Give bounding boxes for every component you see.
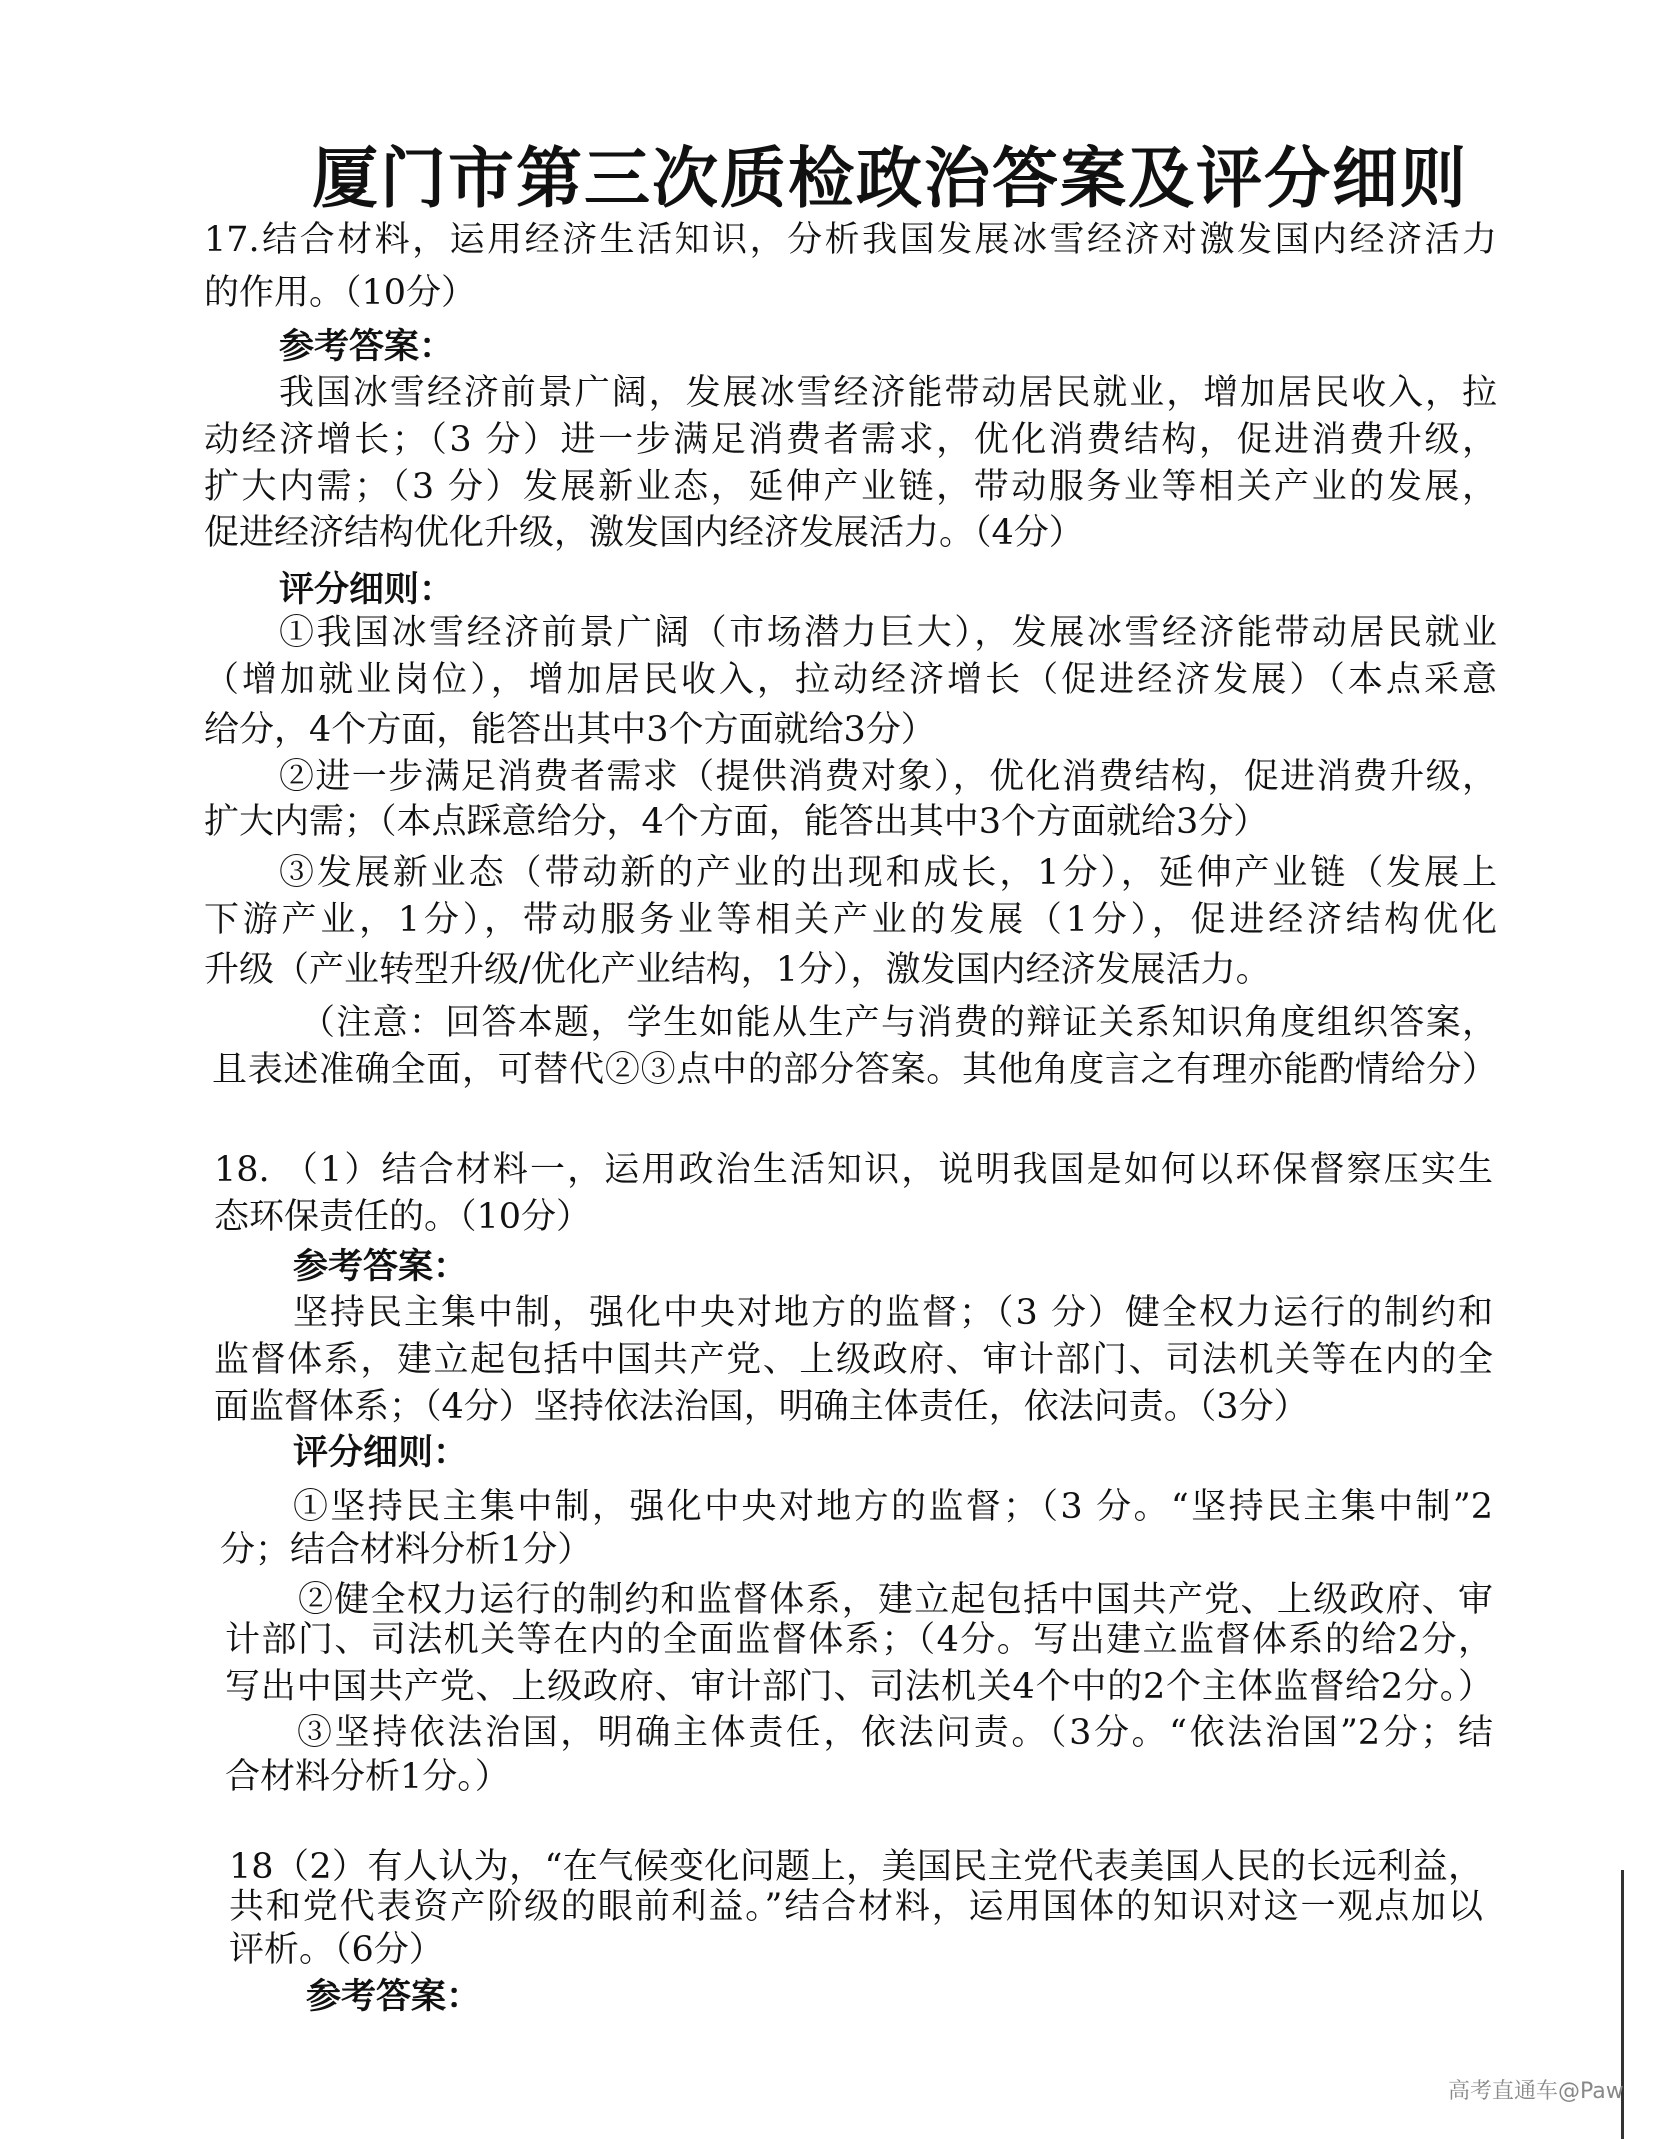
q17-question-line: 的作用。（10分） bbox=[204, 273, 477, 313]
q17-question-line: 17.结合材料，运用经济生活知识，分析我国发展冰雪经济对激发国内经济活力 bbox=[204, 220, 1497, 260]
q18-1-answer-heading: 参考答案： bbox=[293, 1246, 469, 1287]
q17-answer-heading: 参考答案： bbox=[279, 326, 455, 367]
document-title: 厦门市第三次质检政治答案及评分细则 bbox=[312, 140, 1468, 217]
q17-rubric-heading: 评分细则： bbox=[279, 569, 455, 610]
q18-2-answer-heading: 参考答案： bbox=[306, 1976, 482, 2017]
q18-2-question-line: 共和党代表资产阶级的眼前利益。”结合材料，运用国体的知识对这一观点加以 bbox=[229, 1887, 1483, 1927]
q18-1-rubric-line: 计部门、司法机关等在内的全面监督体系；（4分。写出建立监督体系的给2分， bbox=[225, 1620, 1493, 1660]
q17-note-line: 且表述准确全面，可替代②③点中的部分答案。其他角度言之有理亦能酌情给分） bbox=[212, 1050, 1497, 1090]
q18-1-answer-line: 坚持民主集中制，强化中央对地方的监督；（3 分）健全权力运行的制约和 bbox=[293, 1293, 1493, 1333]
q17-rubric-line: 扩大内需；（本点踩意给分，4个方面，能答出其中3个方面就给3分） bbox=[204, 802, 1269, 842]
q17-rubric-line: ③发展新业态（带动新的产业的出现和成长，1分），延伸产业链（发展上 bbox=[279, 853, 1497, 893]
q18-1-rubric-line: ③坚持依法治国，明确主体责任，依法问责。（3分。“依法治国”2分；结 bbox=[297, 1713, 1493, 1753]
q18-1-rubric-line: ①坚持民主集中制，强化中央对地方的监督；（3 分。“坚持民主集中制”2 bbox=[293, 1487, 1493, 1527]
watermark: 高考直通车@Paw bbox=[1448, 2079, 1624, 2104]
q18-1-question-line: 18. （1）结合材料一，运用政治生活知识，说明我国是如何以环保督察压实生 bbox=[214, 1150, 1493, 1190]
q18-1-answer-line: 面监督体系；（4分）坚持依法治国，明确主体责任，依法问责。（3分） bbox=[214, 1387, 1309, 1427]
q17-rubric-line: ②进一步满足消费者需求（提供消费对象），优化消费结构，促进消费升级， bbox=[279, 757, 1497, 797]
q17-answer-line: 促进经济结构优化升级，激发国内经济发展活力。（4分） bbox=[204, 513, 1084, 553]
q18-1-question-line: 态环保责任的。（10分） bbox=[214, 1197, 592, 1237]
q18-1-rubric-line: ②健全权力运行的制约和监督体系，建立起包括中国共产党、上级政府、审 bbox=[298, 1580, 1493, 1620]
q17-answer-line: 扩大内需；（3 分）发展新业态，延伸产业链，带动服务业等相关产业的发展， bbox=[204, 467, 1497, 507]
q18-1-rubric-line: 写出中国共产党、上级政府、审计部门、司法机关4个中的2个主体监督给2分。） bbox=[225, 1667, 1493, 1707]
q18-1-rubric-line: 分；结合材料分析1分） bbox=[220, 1530, 593, 1570]
q17-rubric-line: 给分，4个方面，能答出其中3个方面就给3分） bbox=[204, 710, 936, 750]
q17-rubric-line: （增加就业岗位），增加居民收入，拉动经济增长（促进经济发展）（本点采意 bbox=[204, 660, 1497, 700]
q17-rubric-line: 升级（产业转型升级/优化产业结构，1分），激发国内经济发展活力。 bbox=[204, 950, 1271, 990]
q18-2-question-line: 评析。（6分） bbox=[229, 1930, 444, 1970]
q17-rubric-line: ①我国冰雪经济前景广阔（市场潜力巨大），发展冰雪经济能带动居民就业 bbox=[279, 613, 1497, 653]
q17-answer-line: 动经济增长；（3 分）进一步满足消费者需求，优化消费结构，促进消费升级， bbox=[204, 420, 1497, 460]
q17-note-line: （注意：回答本题，学生如能从生产与消费的辩证关系知识角度组织答案， bbox=[300, 1003, 1497, 1043]
q18-1-rubric-line: 合材料分析1分。） bbox=[225, 1757, 510, 1797]
q18-1-answer-line: 监督体系，建立起包括中国共产党、上级政府、审计部门、司法机关等在内的全 bbox=[214, 1340, 1493, 1380]
q18-2-question-line: 18（2）有人认为，“在气候变化问题上，美国民主党代表美国人民的长远利益， bbox=[229, 1847, 1483, 1887]
q18-1-rubric-heading: 评分细则： bbox=[293, 1432, 469, 1473]
q17-rubric-line: 下游产业，1分），带动服务业等相关产业的发展（1分），促进经济结构优化 bbox=[204, 900, 1497, 940]
q17-answer-line: 我国冰雪经济前景广阔，发展冰雪经济能带动居民就业，增加居民收入，拉 bbox=[279, 373, 1497, 413]
